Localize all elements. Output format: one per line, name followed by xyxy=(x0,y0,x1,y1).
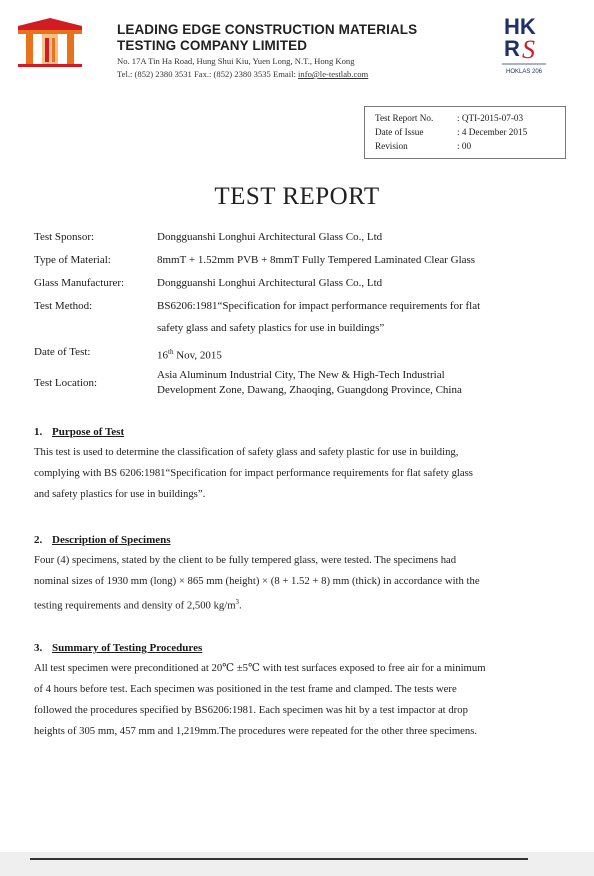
svg-text:R: R xyxy=(504,36,520,61)
section-1-title: Purpose of Test xyxy=(52,426,125,438)
issue-date-value: : 4 December 2015 xyxy=(457,127,528,137)
report-number-row xyxy=(375,111,565,125)
hkras-accreditation-logo-icon xyxy=(498,12,550,78)
section-2-body xyxy=(34,550,579,617)
section-3-title: Summary of Testing Procedures xyxy=(52,642,203,654)
section-3-number: 3. xyxy=(34,642,43,654)
section-1-number: 1. xyxy=(34,426,43,438)
density-unit-sup: 3 xyxy=(235,598,240,606)
section-1-heading xyxy=(34,426,124,438)
material-value: 8mmT + 1.52mm PVB + 8mmT Fully Tempered Laminated Clear Glass xyxy=(157,254,476,266)
svg-text:S: S xyxy=(522,35,535,64)
issue-date-label: Date of Issue xyxy=(375,127,424,137)
section-2-line: nominal sizes of 1930 mm (long) × 865 mm (height) × (8 + 1.52 + 8) mm (thick) in accordance with the xyxy=(34,575,480,587)
section-2-heading xyxy=(34,534,171,546)
density-text: testing requirements and density of 2,500 kg/m xyxy=(34,599,236,612)
density-tail: . xyxy=(239,599,242,612)
hkras-sub-label: HOKLAS 206 xyxy=(506,69,543,75)
section-2-number: 2. xyxy=(34,534,43,546)
footer-divider xyxy=(30,858,528,860)
page-title: TEST REPORT xyxy=(214,183,380,210)
company-contact xyxy=(117,69,477,80)
sponsor-value: Dongguanshi Longhui Architectural Glass Co., Ltd xyxy=(157,231,383,243)
svg-text:HK: HK xyxy=(504,14,536,39)
revision-row xyxy=(375,139,565,153)
company-header xyxy=(117,22,477,80)
revision-value: : 00 xyxy=(457,141,472,151)
test-date-rest: Nov, 2015 xyxy=(173,349,222,362)
issue-date-row xyxy=(375,125,565,139)
method-value-line-1: BS6206:1981“Specification for impact performance requirements for flat xyxy=(157,300,481,312)
report-number-value: : QTI-2015-07-03 xyxy=(457,113,524,123)
section-3-body xyxy=(34,658,579,742)
page-footer-band xyxy=(0,852,594,876)
section-3-line: All test specimen were preconditioned at 20℃ ±5℃ with test surfaces exposed to free air for a minimum xyxy=(34,662,486,674)
material-label: Type of Material: xyxy=(34,254,111,266)
location-value-line-1: Asia Aluminum Industrial City, The New & High-Tech Industrial xyxy=(157,369,445,381)
section-3-line: of 4 hours before test. Each specimen was positioned in the test frame and clamped. The tests were xyxy=(34,683,457,695)
contact-phone-fax: Tel.: (852) 2380 3531 Fax.: (852) 2380 3535 Email: xyxy=(117,69,299,79)
section-3-line: followed the procedures specified by BS6206:1981. Each specimen was hit by a test impactor at drop xyxy=(34,704,468,716)
company-name-line-2: TESTING COMPANY LIMITED xyxy=(117,38,308,53)
company-name-line-1: LEADING EDGE CONSTRUCTION MATERIALS xyxy=(117,22,418,37)
manufacturer-label: Glass Manufacturer: xyxy=(34,277,125,289)
report-number-label: Test Report No. xyxy=(375,113,434,123)
section-1-line: complying with BS 6206:1981“Specification for impact performance requirements for flat safety glass xyxy=(34,467,473,479)
le-building-logo-icon xyxy=(14,16,86,68)
method-value-line-2: safety glass and safety plastics for use in buildings” xyxy=(157,322,385,334)
test-date-value xyxy=(157,345,222,363)
test-date-label: Date of Test: xyxy=(34,346,91,358)
section-1-line: and safety plastics for use in buildings”. xyxy=(34,488,206,500)
section-3-heading xyxy=(34,642,202,654)
manufacturer-value: Dongguanshi Longhui Architectural Glass Co., Ltd xyxy=(157,277,383,289)
method-label: Test Method: xyxy=(34,300,93,312)
location-value-line-2: Development Zone, Dawang, Zhaoqing, Guangdong Province, China xyxy=(157,384,462,396)
section-2-line xyxy=(34,592,579,617)
test-date-suffix: th xyxy=(168,348,174,356)
section-1-body xyxy=(34,442,579,505)
revision-label: Revision xyxy=(375,141,408,151)
section-1-line: This test is used to determine the classification of safety glass and safety plastic for use in building, xyxy=(34,446,459,458)
test-date-day: 16 xyxy=(157,349,168,362)
section-2-title: Description of Specimens xyxy=(52,534,171,546)
email-link[interactable]: info@le-testlab.com xyxy=(298,69,369,79)
section-2-line: Four (4) specimens, stated by the client to be fully tempered glass, were tested. The specimens had xyxy=(34,554,457,566)
location-label: Test Location: xyxy=(34,377,98,389)
section-3-line: heights of 305 mm, 457 mm and 1,219mm.The procedures were repeated for the other three specimens. xyxy=(34,725,478,737)
report-info-box xyxy=(364,106,566,159)
sponsor-label: Test Sponsor: xyxy=(34,231,95,243)
company-address: No. 17A Tin Ha Road, Hung Shui Kiu, Yuen Long, N.T., Hong Kong xyxy=(117,56,355,66)
